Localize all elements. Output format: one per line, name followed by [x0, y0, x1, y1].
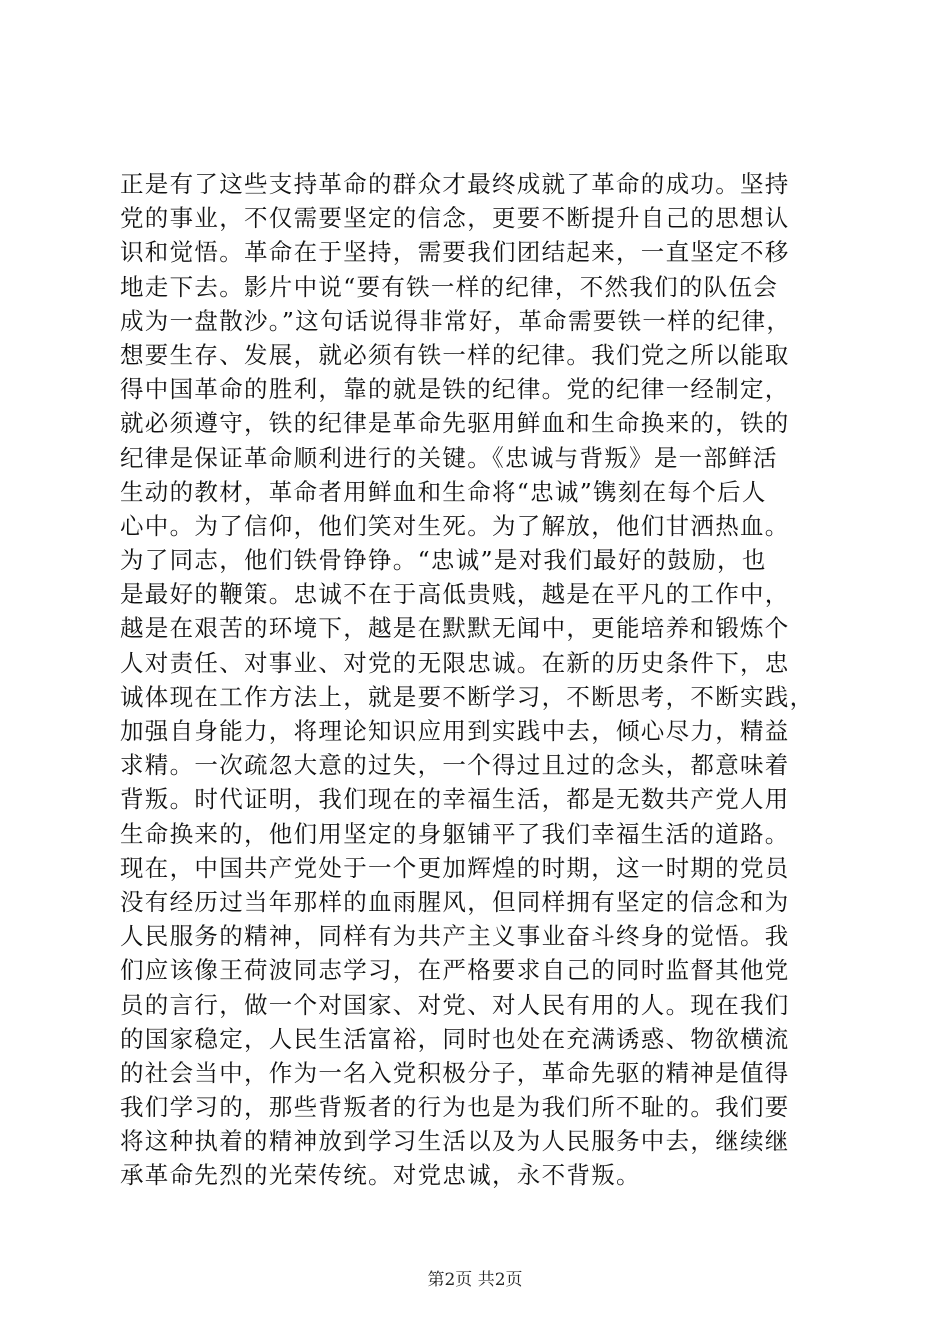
- text-line: 求精。一次疏忽大意的过失，一个得过且过的念头，都意味着: [120, 751, 790, 780]
- text-line: 就必须遵守，铁的纪律是革命先驱用鲜血和生命换来的，铁的: [120, 409, 790, 438]
- text-line: 将这种执着的精神放到学习生活以及为人民服务中去，继续继: [120, 1127, 790, 1156]
- text-line: 正是有了这些支持革命的群众才最终成就了革命的成功。坚持: [120, 170, 790, 198]
- text-line: 越是在艰苦的环境下，越是在默默无闻中，更能培养和锻炼个: [120, 614, 790, 643]
- text-line: 人民服务的精神，同样有为共产主义事业奋斗终身的觉悟。我: [120, 922, 790, 951]
- text-line: 成为一盘散沙。”这句话说得非常好，革命需要铁一样的纪律，: [120, 306, 792, 335]
- text-line: 背叛。时代证明，我们现在的幸福生活，都是无数共产党人用: [120, 785, 790, 814]
- text-line: 员的言行，做一个对国家、对党、对人民有用的人。现在我们: [120, 990, 790, 1019]
- text-line: 地走下去。影片中说“要有铁一样的纪律，不然我们的队伍会: [120, 272, 779, 301]
- text-line: 生命换来的，他们用坚定的身躯铺平了我们幸福生活的道路。: [120, 819, 790, 848]
- text-line: 为了同志，他们铁骨铮铮。“忠诚”是对我们最好的鼓励，也: [120, 546, 767, 575]
- text-line: 没有经历过当年那样的血雨腥风，但同样拥有坚定的信念和为: [120, 887, 790, 916]
- text-line: 识和觉悟。革命在于坚持，需要我们团结起来，一直坚定不移: [120, 238, 790, 267]
- text-line: 得中国革命的胜利，靠的就是铁的纪律。党的纪律一经制定，: [120, 375, 790, 404]
- text-line: 党的事业，不仅需要坚定的信念，更要不断提升自己的思想认: [120, 204, 790, 233]
- text-line: 心中。为了信仰，他们笑对生死。为了解放，他们甘洒热血。: [120, 511, 790, 540]
- text-line: 现在，中国共产党处于一个更加辉煌的时期，这一时期的党员: [120, 853, 790, 882]
- text-line: 诚体现在工作方法上，就是要不断学习，不断思考，不断实践，: [120, 682, 815, 711]
- page-number-footer: 第2页 共2页: [427, 1270, 523, 1290]
- document-body: [120, 167, 850, 1193]
- text-line: 人对责任、对事业、对党的无限忠诚。在新的历史条件下，忠: [120, 648, 790, 677]
- text-line: 纪律是保证革命顺利进行的关键。《忠诚与背叛》是一部鲜活: [120, 443, 778, 472]
- text-line: 想要生存、发展，就必须有铁一样的纪律。我们党之所以能取: [120, 340, 790, 369]
- text-line: 生动的教材，革命者用鲜血和生命将“忠诚”镌刻在每个后人: [120, 477, 767, 506]
- text-line: 的社会当中，作为一名入党积极分子，革命先驱的精神是值得: [120, 1058, 790, 1087]
- text-line: 的国家稳定，人民生活富裕，同时也处在充满诱惑、物欲横流: [120, 1024, 790, 1053]
- text-line: 是最好的鞭策。忠诚不在于高低贵贱，越是在平凡的工作中，: [120, 580, 790, 609]
- text-line: 加强自身能力，将理论知识应用到实践中去，倾心尽力，精益: [120, 717, 790, 745]
- text-line: 我们学习的，那些背叛者的行为也是为我们所不耻的。我们要: [120, 1093, 790, 1122]
- text-line: 承革命先烈的光荣传统。对党忠诚，永不背叛。: [120, 1161, 641, 1190]
- text-line: 们应该像王荷波同志学习，在严格要求自己的同时监督其他党: [120, 956, 790, 985]
